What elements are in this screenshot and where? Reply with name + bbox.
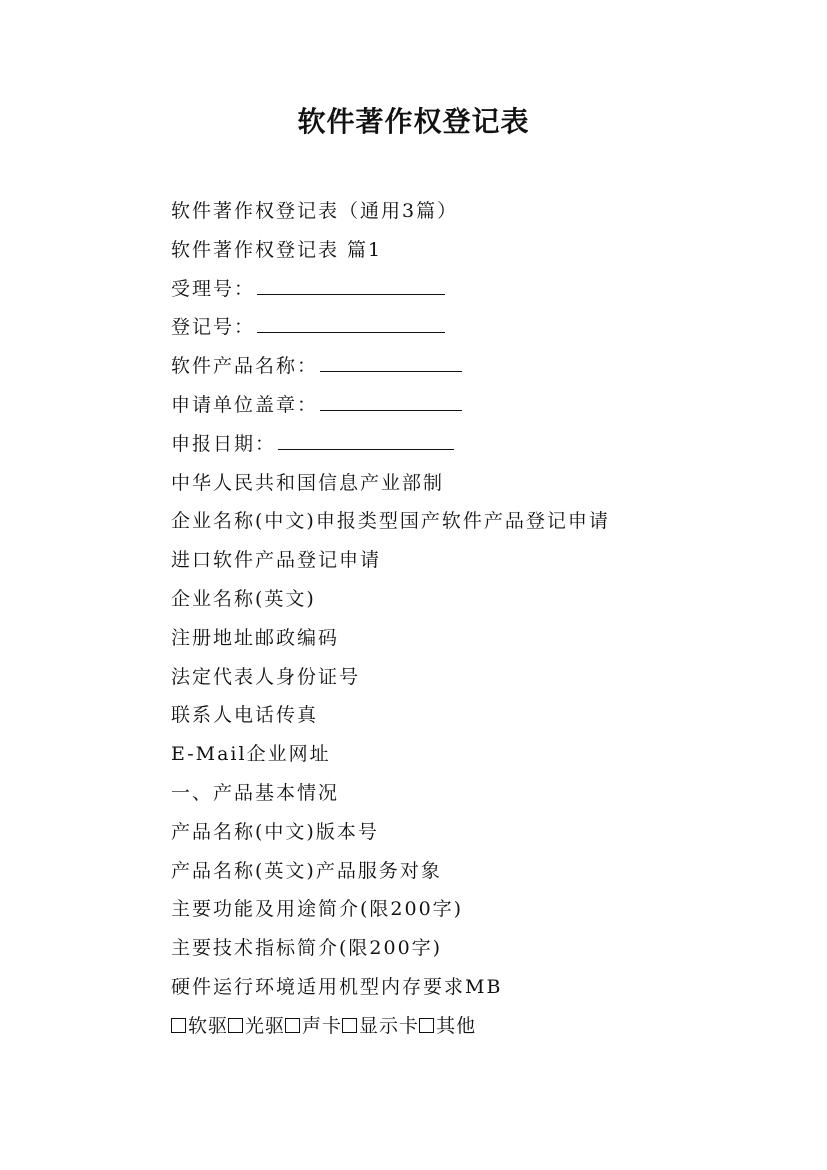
tech-spec-summary-line: 主要技术指标简介(限200字) — [171, 937, 443, 960]
display-card-checkbox[interactable] — [342, 1018, 357, 1033]
applicant-seal-row — [171, 386, 791, 425]
doc-subtitle: 软件著作权登记表（通用3篇） — [171, 200, 459, 222]
software-product-name-blank[interactable] — [320, 347, 462, 372]
hardware-env-line: 硬件运行环境适用机型内存要求MB — [171, 975, 503, 998]
other-label: 其他 — [436, 1014, 477, 1037]
sound-card-label: 声卡 — [302, 1014, 343, 1037]
registration-number-row — [171, 308, 791, 347]
acceptance-number-blank[interactable] — [257, 270, 445, 295]
registration-number-blank[interactable] — [257, 308, 445, 333]
acceptance-number-row — [171, 270, 791, 309]
document-title: 软件著作权登记表 — [297, 105, 530, 138]
display-card-label: 显示卡 — [359, 1014, 420, 1037]
email-website-line: E-Mail企业网址 — [171, 743, 331, 766]
product-name-cn-version-line: 产品名称(中文)版本号 — [171, 820, 379, 843]
import-application-line: 进口软件产品登记申请 — [171, 549, 382, 572]
legal-rep-id-line: 法定代表人身份证号 — [171, 665, 361, 688]
software-product-name-row — [171, 347, 791, 386]
optical-drive-label: 光驱 — [245, 1014, 286, 1037]
issuer-line: 中华人民共和国信息产业部制 — [171, 471, 445, 494]
company-name-cn-line: 企业名称(中文)申报类型国产软件产品登记申请 — [171, 510, 610, 533]
other-checkbox[interactable] — [419, 1018, 434, 1033]
applicant-seal-blank[interactable] — [320, 386, 462, 411]
applicant-seal-label: 申请单位盖章： — [171, 393, 319, 416]
address-postcode-line: 注册地址邮政编码 — [171, 626, 340, 649]
document-body — [171, 192, 791, 1046]
hardware-options-row — [171, 1007, 791, 1046]
section-basic-info-heading: 一、产品基本情况 — [171, 781, 340, 804]
application-date-blank[interactable] — [278, 425, 454, 450]
main-function-summary-line: 主要功能及用途简介(限200字) — [171, 898, 464, 921]
software-product-name-label: 软件产品名称： — [171, 355, 319, 378]
application-date-label: 申报日期： — [171, 432, 277, 455]
company-name-en-line: 企业名称(英文) — [171, 587, 316, 610]
acceptance-number-label: 受理号： — [171, 277, 256, 300]
floppy-label: 软驱 — [188, 1014, 229, 1037]
floppy-checkbox[interactable] — [171, 1018, 186, 1033]
section-heading-part1: 软件著作权登记表 篇1 — [171, 238, 383, 261]
optical-drive-checkbox[interactable] — [228, 1018, 243, 1033]
sound-card-checkbox[interactable] — [285, 1018, 300, 1033]
contact-phone-fax-line: 联系人电话传真 — [171, 704, 319, 727]
registration-number-label: 登记号： — [171, 316, 256, 339]
product-name-en-service-line: 产品名称(英文)产品服务对象 — [171, 859, 442, 882]
application-date-row — [171, 425, 791, 464]
